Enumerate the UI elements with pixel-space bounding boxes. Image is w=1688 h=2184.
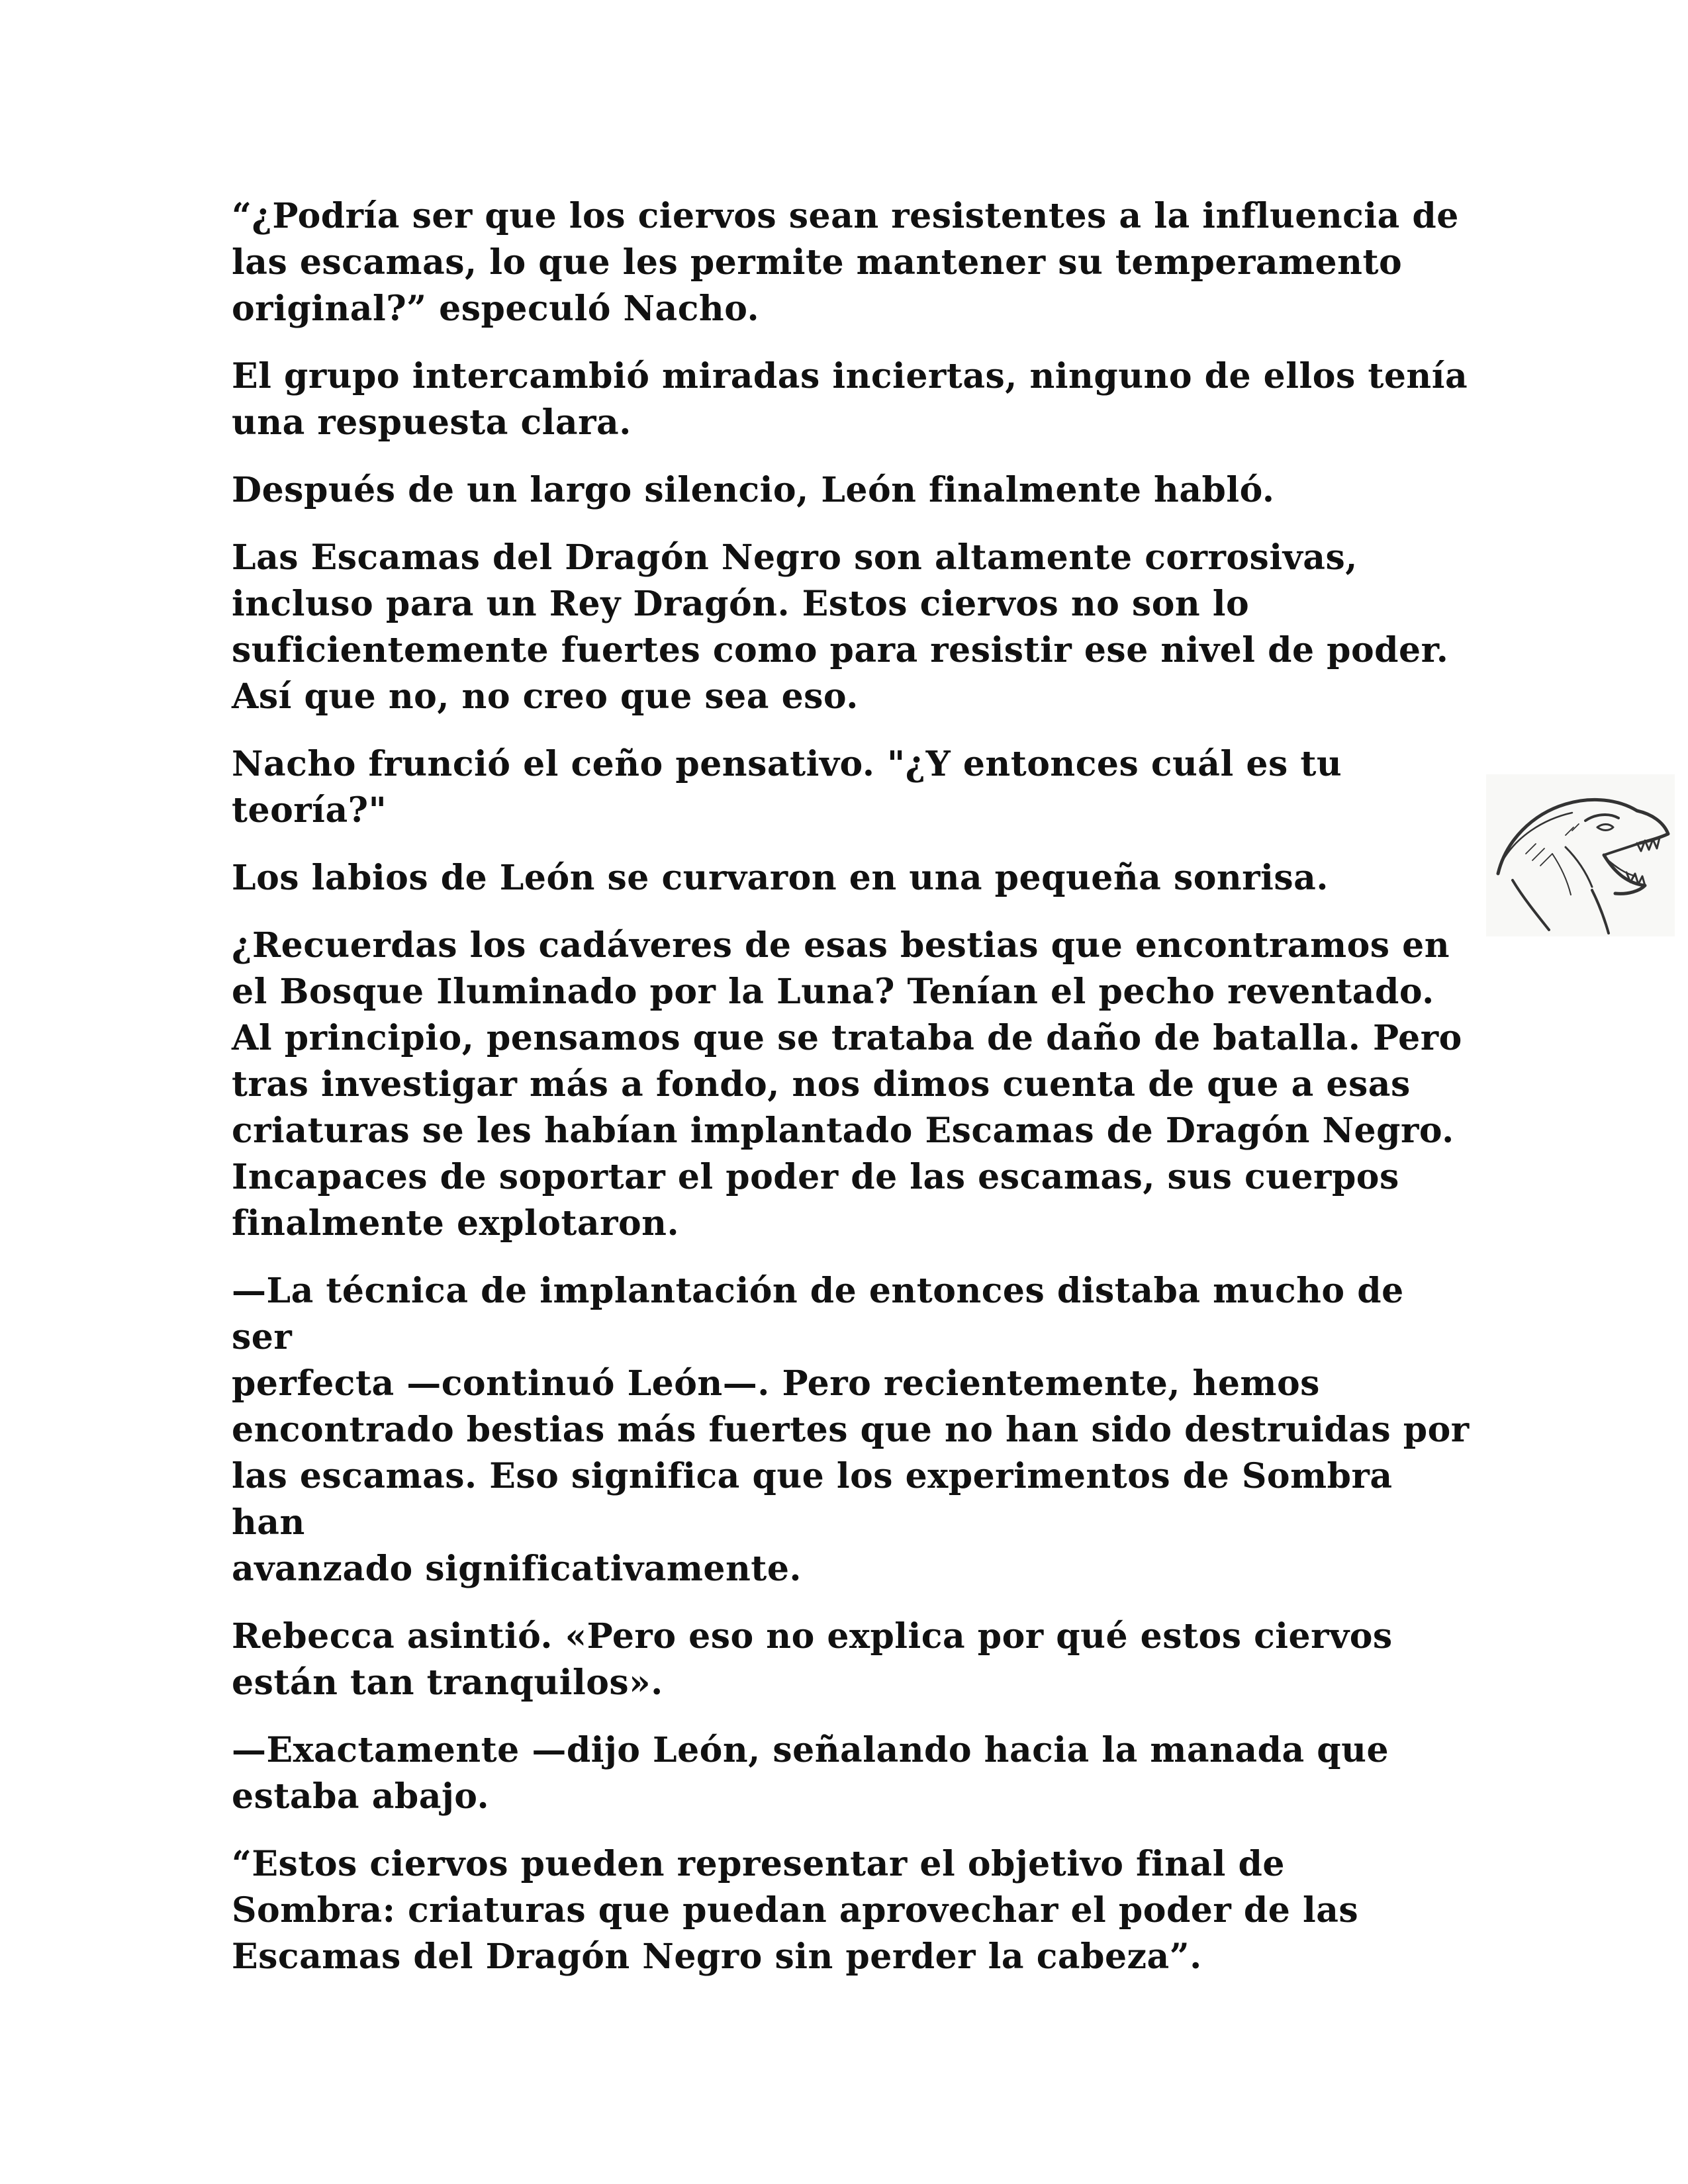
- dinosaur-head-sketch-icon: [1486, 774, 1675, 936]
- body-text: [232, 193, 1476, 2001]
- paragraph: “¿Podría ser que los ciervos sean resistentes a la influencia de las escamas, lo que les permite mantener su temperamento original?” especuló Nacho.: [232, 196, 1459, 329]
- paragraph: Las Escamas del Dragón Negro son altamente corrosivas, incluso para un Rey Dragón. Estos ciervos no son lo suficientemente fuertes como para resistir ese nivel de poder. Así que no, no creo que sea eso.: [232, 537, 1449, 717]
- paragraph: Los labios de León se curvaron en una pequeña sonrisa.: [232, 858, 1329, 898]
- paragraph: —La técnica de implantación de entonces distaba mucho de ser perfecta —continuó León—. Pero recientemente, hemos encontrado bestias más fuertes que no han sido destruidas por las escamas. Eso significa que los experimentos de Sombra han avanzado significativamente.: [232, 1271, 1470, 1589]
- paragraph: ¿Recuerdas los cadáveres de esas bestias que encontramos en el Bosque Iluminado por la Luna? Tenían el pecho reventado. Al principio, pensamos que se trataba de daño de batalla. Pero tras investigar más a fondo, nos dimos cuenta de que a esas criaturas se les habían implantado Escamas de Dragón Negro. Incapaces de soportar el poder de las escamas, sus cuerpos finalmente explotaron.: [232, 925, 1462, 1244]
- paragraph: El grupo intercambió miradas inciertas, ninguno de ellos tenía una respuesta clara.: [232, 356, 1468, 443]
- paragraph: Después de un largo silencio, León finalmente habló.: [232, 470, 1275, 510]
- paragraph: —Exactamente —dijo León, señalando hacia la manada que estaba abajo.: [232, 1730, 1389, 1817]
- paragraph: Rebecca asintió. «Pero eso no explica por qué estos ciervos están tan tranquilos».: [232, 1616, 1393, 1703]
- paragraph: Nacho frunció el ceño pensativo. "¿Y entonces cuál es tu teoría?": [232, 744, 1342, 831]
- paragraph: “Estos ciervos pueden representar el objetivo final de Sombra: criaturas que puedan aprovechar el poder de las Escamas del Dragón Negro sin perder la cabeza”.: [232, 1844, 1359, 1977]
